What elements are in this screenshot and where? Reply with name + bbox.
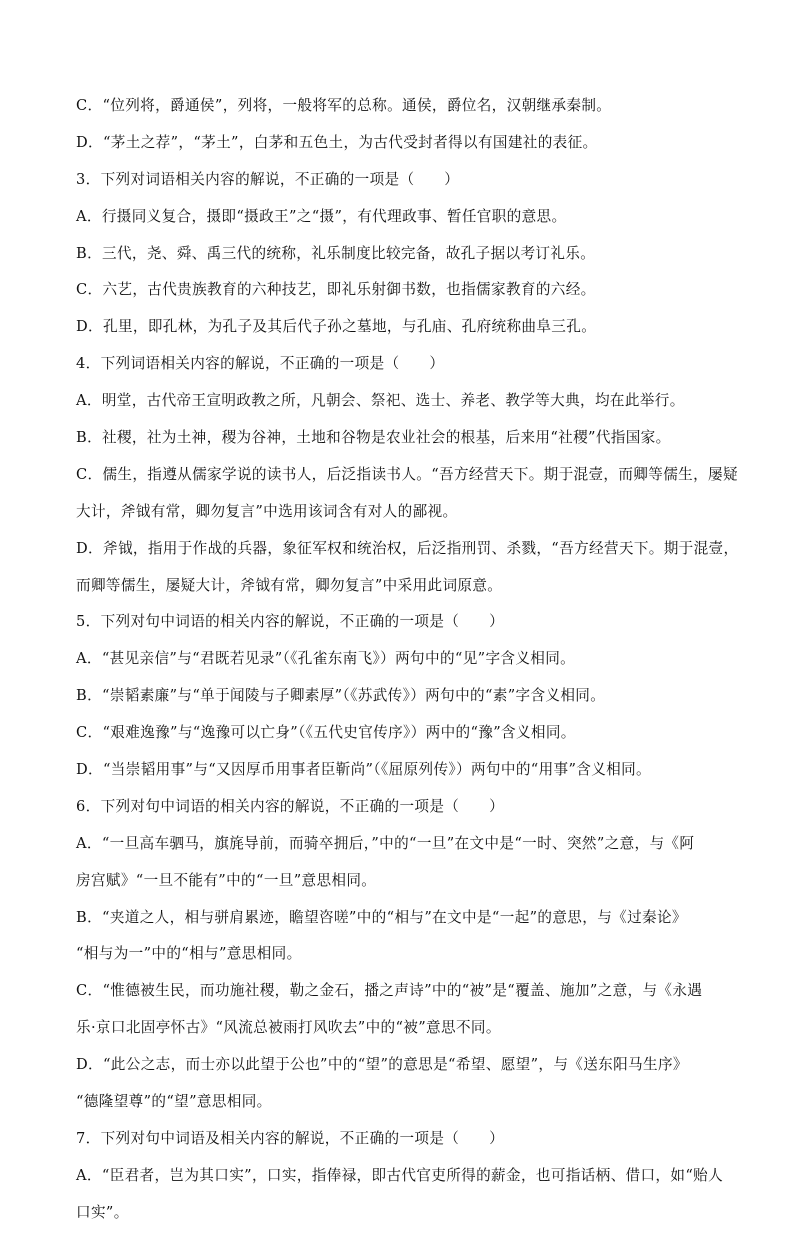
option-line: A．“一旦高车驷马，旗旄导前，而骑卒拥后，”中的“一旦”在文中是“一时、突然”之意，与《阿 [76, 834, 695, 852]
question-heading: 3．下列对词语相关内容的解说，不正确的一项是（ ） [76, 170, 460, 188]
option-line: B．“崇韬素廉”与“单于闻陵与子卿素厚”（《苏武传》）两句中的“素”字含义相同。 [76, 687, 606, 705]
question-heading: 4．下列词语相关内容的解说，不正确的一项是（ ） [76, 355, 445, 373]
option-line: D．斧钺，指用于作战的兵器，象征军权和统治权，后泛指刑罚、杀戮，“吾方经营天下。期于混壹， [76, 539, 739, 557]
option-line: D．孔里，即孔林，为孔子及其后代子孙之墓地，与孔庙、孔府统称曲阜三孔。 [76, 318, 597, 336]
option-line: D．“此公之志，而士亦以此望于公也”中的“望”的意思是“希望、愿望”，与《送东阳马生序》 [76, 1056, 688, 1074]
question-heading: 7．下列对句中词语及相关内容的解说，不正确的一项是（ ） [76, 1129, 505, 1147]
question-heading: 5．下列对句中词语的相关内容的解说，不正确的一项是（ ） [76, 613, 505, 631]
option-line: C．“惟德被生民，而功施社稷，勒之金石，播之声诗”中的“被”是“覆盖、施加”之意，与《永遇 [76, 982, 703, 1000]
option-line: C．“艰难逸豫”与“逸豫可以亡身”（《五代史官传序》）两中的“豫”含义相同。 [76, 724, 576, 742]
option-line: A．行摄同义复合，摄即“摄政王”之“摄”，有代理政事、暂任官职的意思。 [76, 207, 567, 225]
option-line: A．“甚见亲信”与“君既若见录”（《孔雀东南飞》）两句中的“见”字含义相同。 [76, 650, 576, 668]
option-line-continued: 口实”。 [76, 1203, 129, 1221]
option-line: B．“夹道之人，相与骈肩累迹，瞻望咨嗟”中的“相与”在文中是“一起”的意思，与《过秦论》 [76, 908, 687, 926]
question-heading: 6．下列对句中词语的相关内容的解说，不正确的一项是（ ） [76, 797, 505, 815]
text-line: D．“茅土之荐”，“茅土”，白茅和五色土，为古代受封者得以有国建社的表征。 [76, 133, 598, 151]
option-line-continued: 而卿等儒生，屡疑大计，斧钺有常，卿勿复言”中采用此词原意。 [76, 576, 503, 594]
text-line: C．“位列将，爵通侯”，列将，一般将军的总称。通侯，爵位名，汉朝继承秦制。 [76, 97, 612, 114]
option-line: B．社稷，社为土神，稷为谷神，土地和谷物是农业社会的根基，后来用“社稷”代指国家。 [76, 429, 671, 447]
option-line-continued: 房宫赋》“一旦不能有”中的“一旦”意思相同。 [76, 871, 377, 889]
option-line: C．儒生，指遵从儒家学说的读书人，后泛指读书人。“吾方经营天下。期于混壹，而卿等儒生，屡疑 [76, 465, 738, 483]
option-line: C．六艺，古代贵族教育的六种技艺，即礼乐射御书数，也指儒家教育的六经。 [76, 281, 596, 299]
option-line: A．“臣君者，岂为其口实”，口实，指俸禄，即古代官吏所得的薪金，也可指话柄、借口，如“贻人 [76, 1166, 724, 1184]
option-line: A．明堂，古代帝王宣明政教之所，凡朝会、祭祀、选士、养老、教学等大典，均在此举行。 [76, 392, 685, 410]
option-line-continued: “德隆望尊”的“望”意思相同。 [76, 1093, 272, 1111]
option-line-continued: “相与为一”中的“相与”意思相同。 [76, 945, 302, 963]
option-line: D．“当崇韬用事”与“又因厚币用事者臣靳尚”（《屈原列传》）两句中的“用事”含义相同。 [76, 761, 651, 779]
option-line-continued: 大计，斧钺有常，卿勿复言”中选用该词含有对人的鄙视。 [76, 502, 458, 520]
option-line: B．三代，尧、舜、禹三代的统称，礼乐制度比较完备，故孔子据以考订礼乐。 [76, 244, 596, 262]
option-line-continued: 乐·京口北固亭怀古》“风流总被雨打风吹去”中的“被”意思不同。 [76, 1019, 501, 1037]
document-body [76, 96, 739, 1240]
